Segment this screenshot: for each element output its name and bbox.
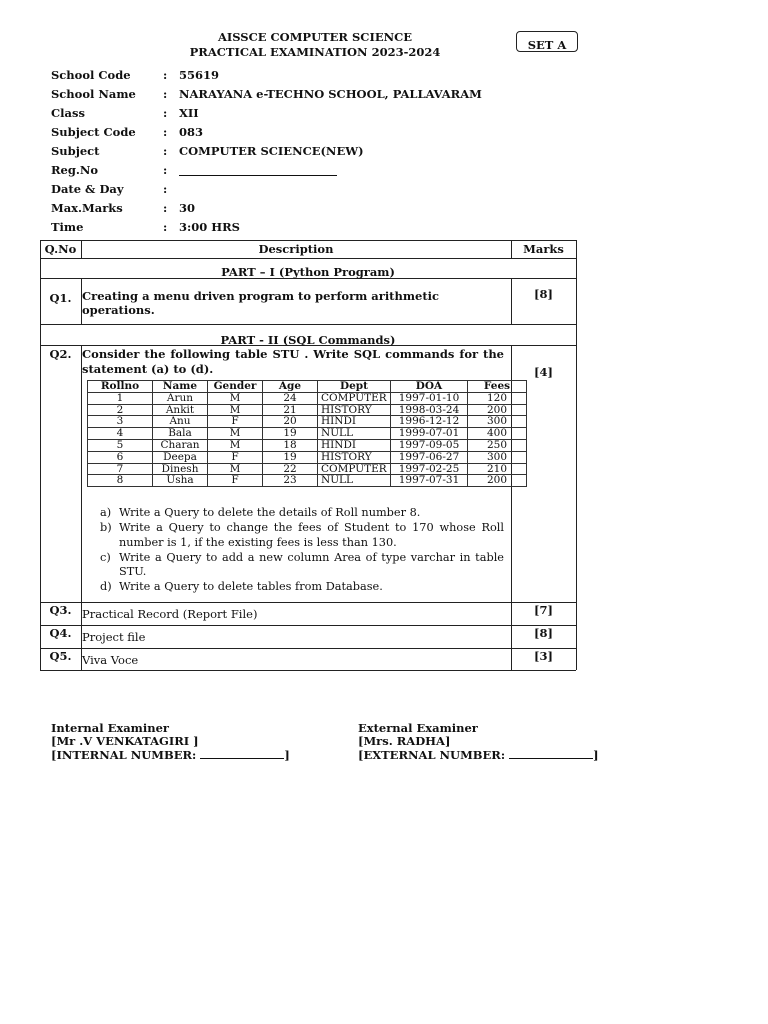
stu-cell: 18 bbox=[263, 439, 318, 451]
query-list bbox=[100, 506, 504, 595]
q3-text: Practical Record (Report File) bbox=[82, 607, 258, 621]
info-value: 55619 bbox=[179, 68, 220, 82]
stu-cell: 1 bbox=[88, 392, 153, 404]
table-row bbox=[88, 439, 527, 451]
table-row bbox=[88, 392, 527, 404]
info-colon: : bbox=[163, 87, 168, 101]
q2-text: Consider the following table STU . Write SQL commands for the statement (a) to (d). bbox=[82, 347, 504, 376]
info-value: 3:00 HRS bbox=[179, 220, 240, 234]
stu-cell: 300 bbox=[468, 451, 527, 463]
list-item bbox=[100, 506, 504, 521]
list-item-text: Write a Query to delete tables from Database. bbox=[119, 580, 383, 593]
info-value: COMPUTER SCIENCE(NEW) bbox=[179, 144, 364, 158]
regno-blank-line bbox=[179, 163, 337, 176]
stu-cell: HISTORY bbox=[318, 451, 391, 463]
part1-heading: PART – I (Python Program) bbox=[221, 265, 395, 279]
stu-cell: 20 bbox=[263, 416, 318, 428]
q1-marks: [8] bbox=[534, 287, 553, 301]
stu-cell: Dinesh bbox=[153, 463, 208, 475]
info-key: School Code bbox=[51, 68, 131, 82]
table-row bbox=[88, 428, 527, 440]
info-value: 30 bbox=[179, 201, 196, 215]
q2-marks: [4] bbox=[534, 365, 553, 379]
external-number-label: [EXTERNAL NUMBER: bbox=[358, 748, 510, 762]
info-colon: : bbox=[163, 201, 168, 215]
stu-header-cell: Age bbox=[263, 381, 318, 393]
info-key: Max.Marks bbox=[51, 201, 123, 215]
list-item-label: c) bbox=[100, 550, 111, 564]
info-value bbox=[179, 163, 337, 179]
info-key: Time bbox=[51, 220, 84, 234]
stu-cell: Anu bbox=[153, 416, 208, 428]
q3-marks: [7] bbox=[534, 603, 553, 617]
external-examiner bbox=[358, 722, 599, 762]
stu-cell: Bala bbox=[153, 428, 208, 440]
stu-cell: Arun bbox=[153, 392, 208, 404]
q5-number: Q5. bbox=[49, 649, 72, 663]
stu-cell: Ankit bbox=[153, 404, 208, 416]
stu-cell: HINDI bbox=[318, 416, 391, 428]
list-item bbox=[100, 551, 504, 580]
info-colon: : bbox=[163, 106, 168, 120]
stu-cell: F bbox=[208, 475, 263, 487]
q1-text: Creating a menu driven program to perform arithmetic operations. bbox=[82, 289, 440, 317]
stu-cell: 24 bbox=[263, 392, 318, 404]
stu-cell: 22 bbox=[263, 463, 318, 475]
stu-cell: 1997-01-10 bbox=[391, 392, 468, 404]
q2-number: Q2. bbox=[49, 347, 72, 361]
part2-heading: PART - II (SQL Commands) bbox=[220, 333, 396, 347]
list-item-text: Write a Query to delete the details of Roll number 8. bbox=[119, 506, 421, 519]
table-row bbox=[88, 451, 527, 463]
table-row bbox=[88, 416, 527, 428]
table-row bbox=[88, 404, 527, 416]
stu-cell: M bbox=[208, 392, 263, 404]
stu-cell: 1996-12-12 bbox=[391, 416, 468, 428]
stu-header-cell: DOA bbox=[391, 381, 468, 393]
info-key: Class bbox=[51, 106, 85, 120]
col-desc-header: Description bbox=[258, 242, 334, 256]
stu-cell: 300 bbox=[468, 416, 527, 428]
stu-cell: 7 bbox=[88, 463, 153, 475]
external-number-close: ] bbox=[593, 748, 599, 762]
stu-cell: 1997-06-27 bbox=[391, 451, 468, 463]
stu-cell: COMPUTER bbox=[318, 463, 391, 475]
stu-cell: 250 bbox=[468, 439, 527, 451]
info-key: School Name bbox=[51, 87, 136, 101]
stu-header-cell: Dept bbox=[318, 381, 391, 393]
stu-cell: 1999-07-01 bbox=[391, 428, 468, 440]
list-item-text: Write a Query to change the fees of Student to 170 whose Roll number is 1, if the existing fees is less than 130. bbox=[119, 521, 504, 549]
info-colon: : bbox=[163, 125, 168, 139]
stu-cell: M bbox=[208, 439, 263, 451]
stu-header-cell: Gender bbox=[208, 381, 263, 393]
q5-text: Viva Voce bbox=[82, 653, 139, 667]
q1-number: Q1. bbox=[49, 291, 72, 305]
stu-cell: 4 bbox=[88, 428, 153, 440]
stu-cell: 200 bbox=[468, 404, 527, 416]
q4-marks: [8] bbox=[534, 626, 553, 640]
stu-cell: COMPUTER bbox=[318, 392, 391, 404]
info-colon: : bbox=[163, 144, 168, 158]
stu-cell: 5 bbox=[88, 439, 153, 451]
list-item-label: b) bbox=[100, 521, 112, 534]
stu-cell: 8 bbox=[88, 475, 153, 487]
stu-header-cell: Name bbox=[153, 381, 208, 393]
internal-number bbox=[51, 748, 290, 762]
stu-cell: 120 bbox=[468, 392, 527, 404]
set-badge: SET A bbox=[516, 31, 578, 52]
stu-cell: Deepa bbox=[153, 451, 208, 463]
col-qno-header: Q.No bbox=[44, 242, 77, 256]
list-item-text: Write a Query to add a new column Area of type varchar in table STU. bbox=[119, 550, 504, 578]
info-key: Reg.No bbox=[51, 163, 99, 177]
list-item bbox=[100, 521, 504, 550]
stu-cell: 1998-03-24 bbox=[391, 404, 468, 416]
stu-cell: 21 bbox=[263, 404, 318, 416]
stu-cell: 23 bbox=[263, 475, 318, 487]
external-number bbox=[358, 748, 599, 762]
external-examiner-name: [Mrs. RADHA] bbox=[358, 734, 451, 748]
info-value: NARAYANA e-TECHNO SCHOOL, PALLAVARAM bbox=[179, 87, 482, 101]
stu-cell: 2 bbox=[88, 404, 153, 416]
table-row bbox=[88, 463, 527, 475]
info-colon: : bbox=[163, 163, 168, 177]
stu-cell: F bbox=[208, 416, 263, 428]
stu-cell: 400 bbox=[468, 428, 527, 440]
internal-examiner-title: Internal Examiner bbox=[51, 721, 169, 735]
stu-cell: HISTORY bbox=[318, 404, 391, 416]
col-marks-header: Marks bbox=[523, 242, 564, 256]
info-colon: : bbox=[163, 182, 168, 196]
info-key: Date & Day bbox=[51, 182, 124, 196]
stu-cell: 19 bbox=[263, 428, 318, 440]
info-colon: : bbox=[163, 68, 168, 82]
stu-cell: HINDI bbox=[318, 439, 391, 451]
stu-cell: NULL bbox=[318, 475, 391, 487]
stu-cell: Charan bbox=[153, 439, 208, 451]
info-value: XII bbox=[179, 106, 199, 120]
stu-cell: 6 bbox=[88, 451, 153, 463]
q4-text: Project file bbox=[82, 630, 146, 644]
stu-cell: M bbox=[208, 428, 263, 440]
stu-cell: 1997-07-31 bbox=[391, 475, 468, 487]
stu-cell: F bbox=[208, 451, 263, 463]
stu-header-cell: Fees bbox=[468, 381, 527, 393]
q5-marks: [3] bbox=[534, 649, 553, 663]
table-row bbox=[88, 475, 527, 487]
exam-subtitle: PRACTICAL EXAMINATION 2023-2024 bbox=[189, 45, 441, 59]
q4-number: Q4. bbox=[49, 626, 72, 640]
list-item-label: d) bbox=[100, 580, 112, 593]
stu-cell: Usha bbox=[153, 475, 208, 487]
stu-header-cell: Rollno bbox=[88, 381, 153, 393]
stu-cell: 1997-02-25 bbox=[391, 463, 468, 475]
stu-cell: 3 bbox=[88, 416, 153, 428]
q3-number: Q3. bbox=[49, 603, 72, 617]
external-examiner-title: External Examiner bbox=[358, 721, 478, 735]
stu-cell: M bbox=[208, 463, 263, 475]
exam-title: AISSCE COMPUTER SCIENCE bbox=[217, 30, 413, 44]
list-item bbox=[100, 580, 504, 595]
stu-cell: 200 bbox=[468, 475, 527, 487]
list-item-label: a) bbox=[100, 506, 112, 519]
info-colon: : bbox=[163, 220, 168, 234]
stu-cell: 1997-09-05 bbox=[391, 439, 468, 451]
stu-cell: NULL bbox=[318, 428, 391, 440]
stu-table bbox=[87, 380, 527, 487]
internal-examiner-name: [Mr .V VENKATAGIRI ] bbox=[51, 734, 199, 748]
external-number-line bbox=[509, 748, 593, 759]
info-key: Subject bbox=[51, 144, 100, 158]
info-value: 083 bbox=[179, 125, 204, 139]
internal-examiner bbox=[51, 722, 290, 762]
info-key: Subject Code bbox=[51, 125, 136, 139]
stu-cell: 210 bbox=[468, 463, 527, 475]
internal-number-close: ] bbox=[284, 748, 290, 762]
internal-number-label: [INTERNAL NUMBER: bbox=[51, 748, 201, 762]
stu-cell: 19 bbox=[263, 451, 318, 463]
stu-cell: M bbox=[208, 404, 263, 416]
internal-number-line bbox=[200, 748, 284, 759]
